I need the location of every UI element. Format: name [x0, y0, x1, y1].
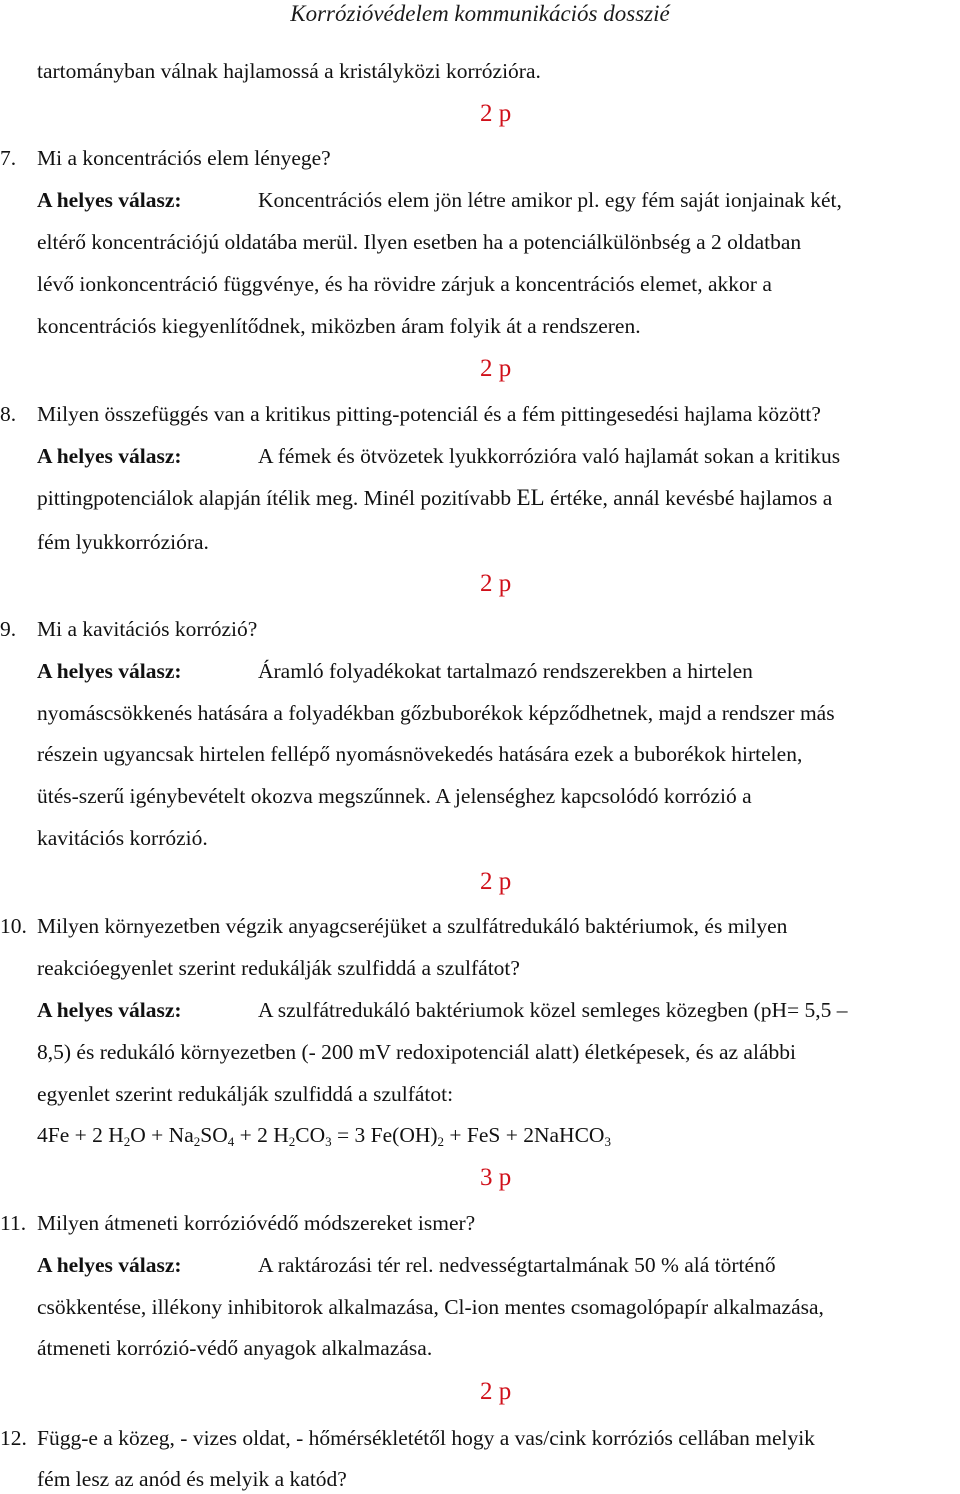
q8-answer-line-3: fém lyukkorrózióra.	[37, 530, 209, 554]
q10-answer-line-3: egyenlet szerint redukálják szulfiddá a szulfátot:	[37, 1082, 454, 1106]
reaction-equation	[37, 1122, 611, 1148]
points-q11: 2 p	[480, 1378, 512, 1405]
eq-sub-6: 2	[437, 1134, 445, 1149]
eq-part-2: O + Na	[130, 1123, 194, 1147]
q7-answer-line-3: lévő ionkoncentráció függvénye, és ha rövidre zárjuk a koncentrációs elemet, akkor a	[37, 272, 772, 296]
q9-answer-line-5: kavitációs korrózió.	[37, 826, 208, 850]
q11-answer-line-1: A raktározási tér rel. nedvességtartalmának 50 % alá történő	[258, 1253, 776, 1277]
q9-number: 9.	[0, 617, 17, 641]
points-q10: 3 p	[480, 1164, 512, 1191]
points-q7: 2 p	[480, 355, 512, 382]
eq-sub-1: 2	[123, 1134, 131, 1149]
eq-sub-3: 4	[227, 1134, 235, 1149]
q11-number: 11.	[0, 1211, 27, 1235]
eq-part-4: + 2 H	[234, 1123, 289, 1147]
q11-answer-label: A helyes válasz:	[37, 1253, 182, 1277]
q10-question-line-2: reakcióegyenlet szerint redukálják szulfiddá a szulfátot?	[37, 956, 520, 980]
q10-number: 10.	[0, 914, 27, 938]
q8-answer-line-2c: értéke, annál kevésbé hajlamos a	[544, 486, 833, 510]
points-q9: 2 p	[480, 868, 512, 895]
q11-answer-line-2: csökkentése, illékony inhibitorok alkalmazása, Cl-ion mentes csomagolópapír alkalmazása,	[37, 1295, 824, 1319]
q10-question-line-1: Milyen környezetben végzik anyagcseréjüket a szulfátredukáló baktériumok, és milyen	[37, 914, 788, 938]
q8-answer-line-2	[37, 485, 832, 511]
q11-answer-line-3: átmeneti korrózió-védő anyagok alkalmazása.	[37, 1336, 433, 1360]
q7-answer-line-4: koncentrációs kiegyenlítődnek, miközben áram folyik át a rendszeren.	[37, 314, 641, 338]
points-q8: 2 p	[480, 570, 512, 597]
el-symbol: EL	[516, 485, 545, 510]
q9-answer-label: A helyes válasz:	[37, 659, 182, 683]
q10-answer-line-2: 8,5) és redukáló környezetben (- 200 mV redoxipotenciál alatt) életképesek, és az alábbi	[37, 1040, 796, 1064]
q12-question-line-2: fém lesz az anód és melyik a katód?	[37, 1467, 347, 1491]
q7-question: Mi a koncentrációs elem lényege?	[37, 146, 331, 170]
eq-part-3: SO	[200, 1123, 228, 1147]
q8-answer-line-2a: pittingpotenciálok alapján ítélik meg. Minél pozitívabb	[37, 486, 517, 510]
q7-number: 7.	[0, 146, 17, 170]
eq-part-7: + FeS + 2NaHCO	[444, 1123, 605, 1147]
eq-part-6: = 3 Fe(OH)	[331, 1123, 438, 1147]
q9-question: Mi a kavitációs korrózió?	[37, 617, 258, 641]
eq-sub-5: 3	[325, 1134, 332, 1149]
points-q6: 2 p	[480, 100, 512, 127]
q10-answer-line-1: A szulfátredukáló baktériumok közel semleges közegben (pH= 5,5 –	[258, 998, 848, 1022]
eq-part-1: 4Fe + 2 H	[37, 1123, 124, 1147]
q8-question: Milyen összefüggés van a kritikus pitting-potenciál és a fém pittingesedési hajlama között?	[37, 402, 821, 426]
q7-answer-line-2: eltérő koncentrációjú oldatába merül. Ilyen esetben ha a potenciálkülönbség a 2 oldatban	[37, 230, 802, 254]
q9-answer-line-3: részein ugyancsak hirtelen fellépő nyomásnövekedés hatására ezek a buborékok hirtelen,	[37, 742, 803, 766]
eq-sub-2: 2	[193, 1134, 201, 1149]
q9-answer-line-1: Áramló folyadékokat tartalmazó rendszerekben a hirtelen	[258, 659, 753, 683]
q8-answer-label: A helyes válasz:	[37, 444, 182, 468]
page-header-title: Korrózióvédelem kommunikációs dosszié	[290, 1, 670, 26]
q7-answer-line-1: Koncentrációs elem jön létre amikor pl. egy fém saját ionjainak két,	[258, 188, 842, 212]
q9-answer-line-2: nyomáscsökkenés hatására a folyadékban gőzbuborékok képződhetnek, majd a rendszer más	[37, 701, 835, 725]
eq-sub-4: 2	[288, 1134, 296, 1149]
q10-answer-label: A helyes válasz:	[37, 998, 182, 1022]
q12-number: 12.	[0, 1426, 27, 1450]
q8-answer-line-1: A fémek és ötvözetek lyukkorrózióra való hajlamát sokan a kritikus	[258, 444, 841, 468]
q11-question: Milyen átmeneti korrózióvédő módszereket ismer?	[37, 1211, 476, 1235]
q9-answer-line-4: ütés-szerű igénybevételt okozva megszűnnek. A jelenséghez kapcsolódó korrózió a	[37, 784, 752, 808]
q8-number: 8.	[0, 402, 17, 426]
eq-part-5: CO	[295, 1123, 326, 1147]
q12-question-line-1: Függ-e a közeg, - vizes oldat, - hőmérsékletétől hogy a vas/cink korróziós cellában melyik	[37, 1426, 815, 1450]
q7-answer-label: A helyes válasz:	[37, 188, 182, 212]
eq-sub-7: 3	[604, 1134, 611, 1149]
intro-line: tartományban válnak hajlamossá a kristályközi korrózióra.	[37, 59, 541, 83]
